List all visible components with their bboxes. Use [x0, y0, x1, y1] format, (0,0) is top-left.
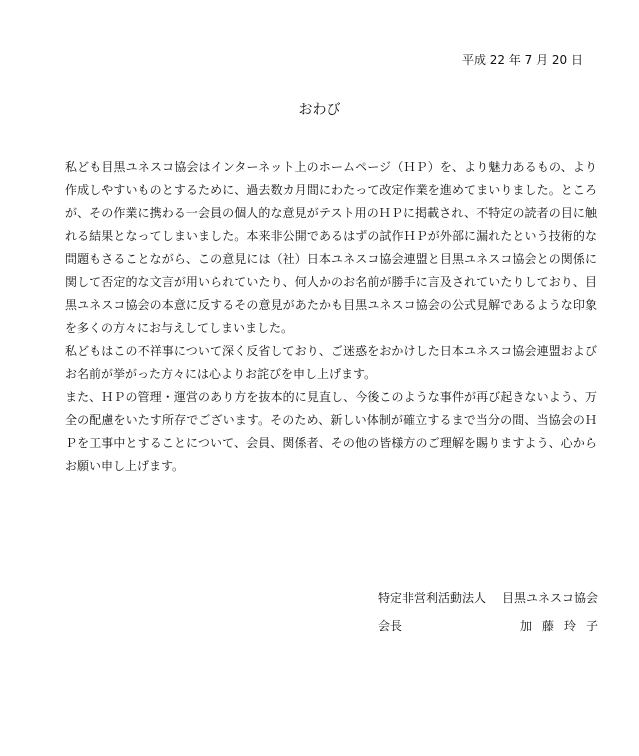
- letter-title: おわび: [298, 102, 341, 118]
- signer-name: 加藤玲子: [519, 619, 608, 633]
- organization-name: 目黒ユネスコ協会: [501, 591, 598, 605]
- letter-body: [65, 156, 597, 478]
- body-paragraph-1: 私ども目黒ユネスコ協会はインターネット上のホームページ（ＨＰ）を、より魅力あるもの、より作成しやすいものとするために、過去数カ月間にわたって改定作業を進めてまいりました。ところが、その作業に携わる一会員の個人的な意見がテスト用のＨＰに掲載され、不特定の読者の目に触れる結果となってしまいました。本来非公開であるはずの試作ＨＰが外部に漏れたという技術的な問題もさることながら、この意見には（社）日本ユネスコ協会連盟と目黒ユネスコ協会との関係に関して否定的な文言が用いられていたり、何人かのお名前が勝手に言及されていたりしており、目黒ユネスコ協会の本意に反するその意見があたかも目黒ユネスコ協会の公式見解であるような印象を多くの方々にお与えしてしまいました。: [65, 160, 597, 335]
- letter-date: 平成 22 年 7 月 20 日: [461, 53, 583, 67]
- body-paragraph-2: 私どもはこの不祥事について深く反省しており、ご迷惑をおかけした日本ユネスコ協会連盟およびお名前が挙がった方々には心よりお詫びを申し上げます。: [65, 344, 597, 381]
- body-paragraph-3: また、ＨＰの管理・運営のあり方を抜本的に見直し、今後このような事件が再び起きないよう、万全の配慮をいたす所存でございます。そのため、新しい体制が確立するまで当分の間、当協会のＨＰを工事中とすることについて、会員、関係者、その他の皆様方のご理解を賜りますよう、心からお願い申し上げます。: [65, 390, 597, 473]
- organization-type: 特定非営利活動法人: [378, 591, 487, 605]
- signer-role: 会長: [378, 619, 403, 633]
